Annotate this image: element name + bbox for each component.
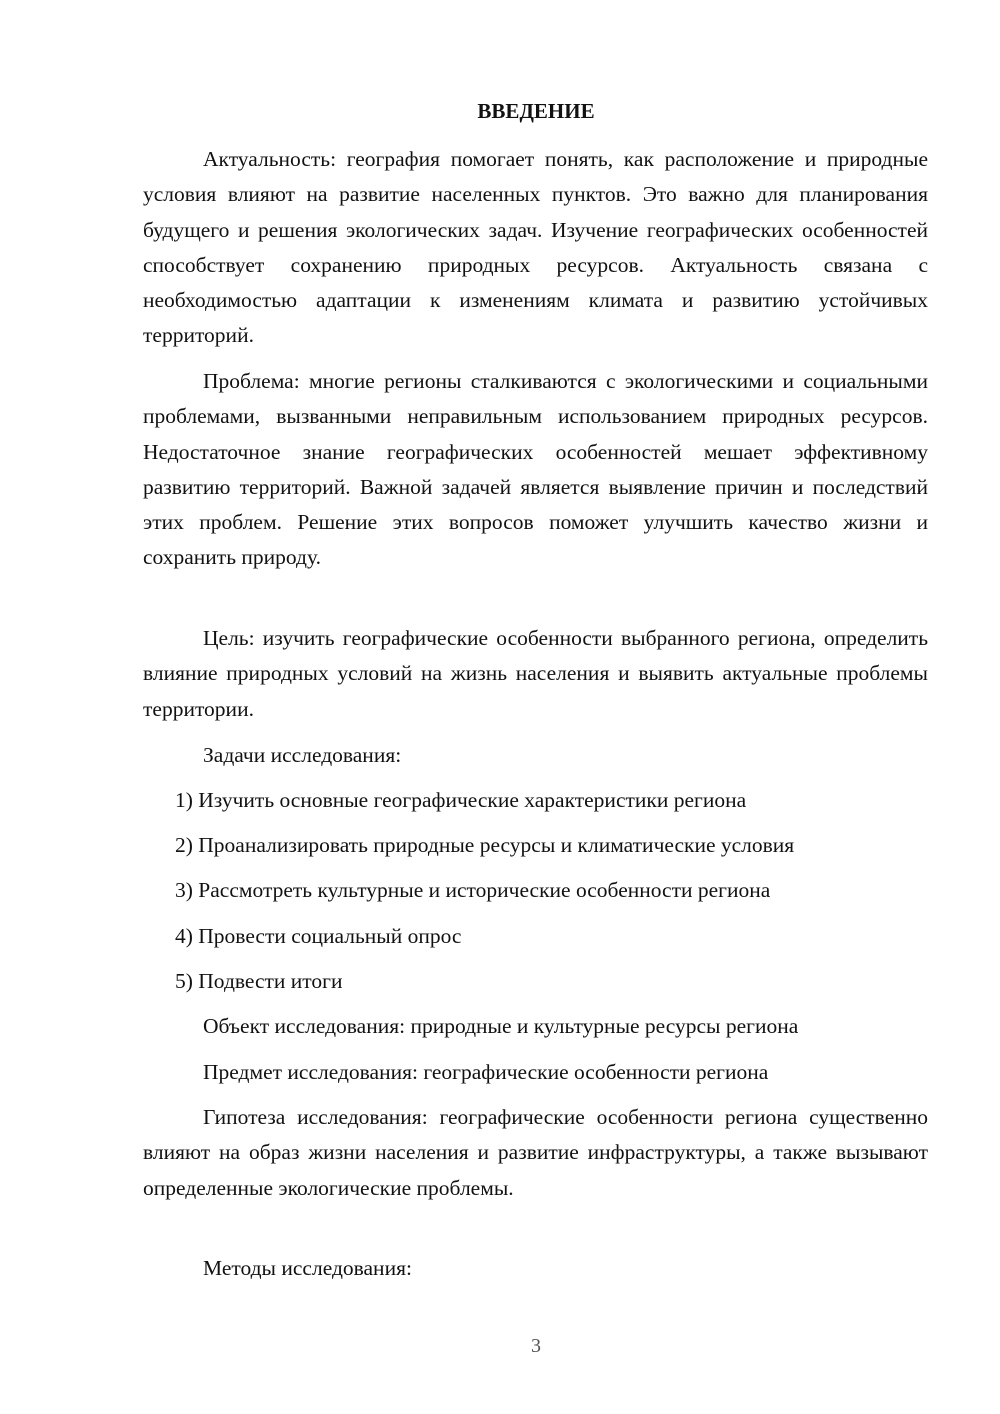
problem-paragraph: Проблема: многие регионы сталкиваются с экологическими и социальными проблемами, вызванными неправильным использованием природных ресурсов. Недостаточное знание географических особенностей мешает эффективному развитию территорий. Важной задачей является выявление причин и последствий этих проблем. Решение этих вопросов поможет улучшить качество жизни и сохранить природу.: [143, 369, 928, 570]
task-item-3: 3) Рассмотреть культурные и исторические особенности региона: [175, 878, 771, 902]
research-subject: Предмет исследования: географические особенности региона: [203, 1060, 769, 1084]
task-item-5: 5) Подвести итоги: [175, 969, 343, 993]
hypothesis-paragraph: Гипотеза исследования: географические особенности региона существенно влияют на образ жизни населения и развитие инфраструктуры, а также вызывают определенные экологические проблемы.: [143, 1105, 928, 1200]
research-object: Объект исследования: природные и культурные ресурсы региона: [203, 1014, 799, 1038]
relevance-paragraph: Актуальность: география помогает понять, как расположение и природные условия влияют на развитие населенных пунктов. Это важно для планирования будущего и решения экологических задач. Изучение географических особенностей способствует сохранению природных ресурсов. Актуальность связана с необходимостью адаптации к изменениям климата и развитию устойчивых территорий.: [143, 147, 928, 348]
page-number: 3: [531, 1335, 541, 1357]
task-item-4: 4) Провести социальный опрос: [175, 924, 462, 948]
task-item-2: 2) Проанализировать природные ресурсы и климатические условия: [175, 833, 795, 857]
task-item-1: 1) Изучить основные географические характеристики региона: [175, 788, 747, 812]
methods-heading: Методы исследования:: [203, 1256, 412, 1280]
tasks-heading: Задачи исследования:: [203, 743, 402, 767]
page-title: ВВЕДЕНИЕ: [477, 99, 595, 123]
goal-paragraph: Цель: изучить географические особенности выбранного региона, определить влияние природных условий на жизнь населения и выявить актуальные проблемы территории.: [143, 626, 928, 721]
